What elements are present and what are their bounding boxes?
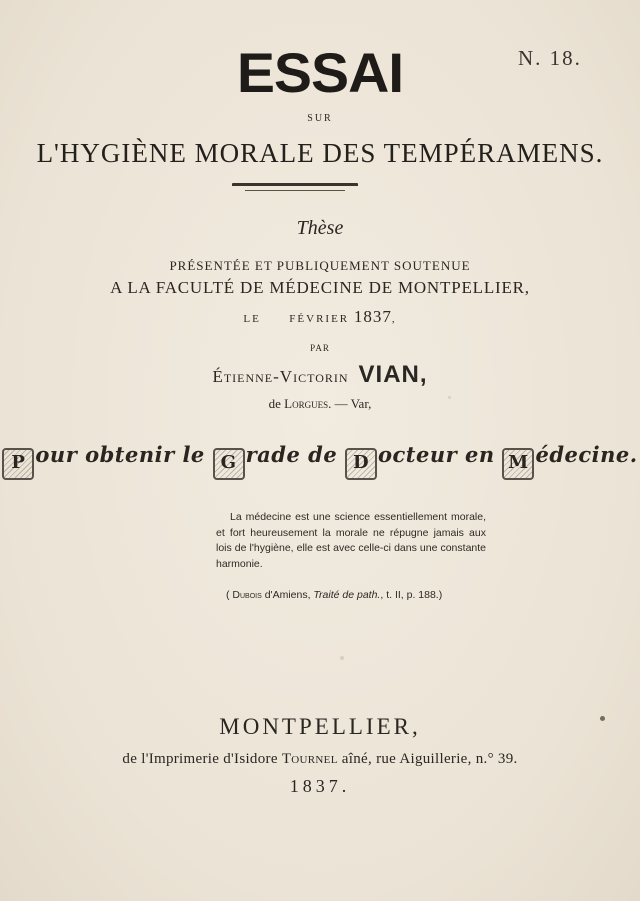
degree-word-2: rade de <box>245 442 338 467</box>
subtitle: L'HYGIÈNE MORALE DES TEMPÉRAMENS. <box>36 138 604 168</box>
paper-speck <box>448 396 451 399</box>
paper-speck <box>340 656 344 660</box>
imprint-printer <box>0 751 640 768</box>
document-number: N. 18. <box>518 46 582 70</box>
defense-date <box>0 307 640 327</box>
faculty-line: A LA FACULTÉ DE MÉDECINE DE MONTPELLIER, <box>110 278 530 297</box>
initial-m: M <box>502 448 534 480</box>
thesis-label: Thèse <box>296 217 344 239</box>
degree-word-1: our obtenir le <box>35 442 205 467</box>
citation-ref: , t. II, p. 188.) <box>380 589 443 601</box>
imprint-city: MONTPELLIER, <box>219 714 421 739</box>
author-first-names: Étienne-Victorin <box>212 367 349 386</box>
ornamental-rule-thin <box>245 190 345 191</box>
date-year: 1837 <box>353 307 392 326</box>
author-surname: VIAN, <box>358 361 428 388</box>
presented-line: PRÉSENTÉE ET PUBLIQUEMENT SOUTENUE <box>169 258 471 273</box>
citation-work: Traité de path. <box>313 589 381 601</box>
ink-speck <box>600 716 605 721</box>
origin-region: — Var, <box>334 396 372 411</box>
citation-place: d'Amiens, <box>264 589 311 601</box>
author <box>0 361 640 389</box>
imprint-year: 1837. <box>289 776 351 796</box>
author-origin <box>0 396 640 412</box>
printer-prefix: de l'Imprimerie d'Isidore <box>122 751 278 767</box>
by-label: PAR <box>310 343 330 353</box>
initial-d: D <box>345 448 377 480</box>
citation-open: ( <box>226 589 230 601</box>
epigraph-citation <box>226 589 442 601</box>
printer-name: Tournel <box>281 751 338 767</box>
citation-author: Dubois <box>232 589 262 601</box>
date-month: LE FÉVRIER <box>243 313 350 325</box>
origin-town: Lorgues. <box>284 396 332 411</box>
degree-word-4: édecine. <box>535 442 638 467</box>
ornamental-rule <box>232 183 358 188</box>
initial-p: P <box>2 448 34 480</box>
title-connector: SUR <box>307 113 333 124</box>
epigraph-text: La médecine est une science essentiellement morale, et fort heureusement la morale ne répugne jamais aux lois de l'hygiène, elle est avec celle-ci dans une constante harmonie. <box>216 511 486 570</box>
degree-line <box>0 442 640 480</box>
printer-address: aîné, rue Aiguillerie, n.° 39. <box>341 751 518 767</box>
initial-g: G <box>213 448 245 480</box>
origin-prefix: de <box>268 396 281 411</box>
main-title: ESSAI <box>236 41 404 104</box>
date-suffix: , <box>391 313 397 325</box>
degree-word-3: octeur en <box>378 442 495 467</box>
epigraph <box>216 510 486 572</box>
